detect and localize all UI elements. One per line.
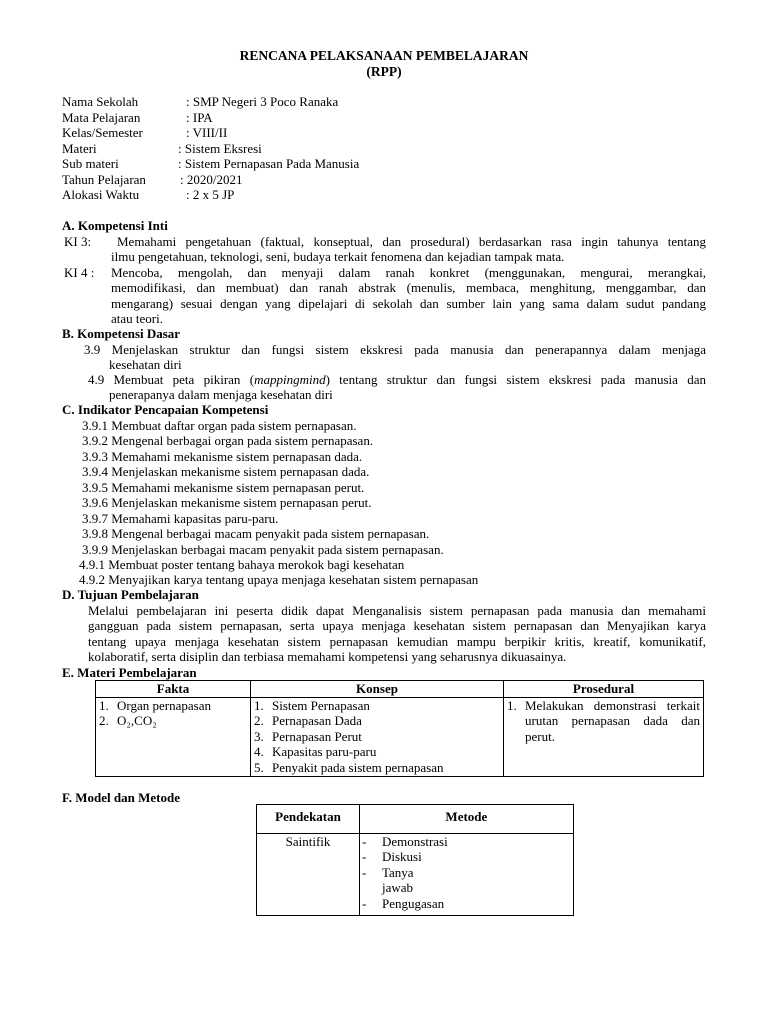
item-text: Diskusi bbox=[382, 849, 422, 865]
identity-label: Sub materi bbox=[62, 156, 119, 171]
identity-value: : VIII/II bbox=[186, 125, 228, 140]
header-fakta: Fakta bbox=[96, 681, 251, 698]
header-metode: Metode bbox=[360, 805, 574, 834]
indicator-item: 3.9.2 Mengenal berbagai organ pada sistem pernapasan. bbox=[82, 433, 374, 448]
objective-text: tentang upaya menjaga kesehatan sistem pernapasan kemudian mampu berpikir kritis, kreatif, komunikatif, bbox=[88, 634, 706, 649]
section-f-heading: F. Model dan Metode bbox=[62, 790, 180, 805]
list-item bbox=[254, 698, 500, 714]
indicator-item: 3.9.6 Menjelaskan mekanisme sistem pernapasan perut. bbox=[82, 495, 372, 510]
objective-text: Melalui pembelajaran ini peserta didik dapat Menganalisis sistem pernapasan pada manusia dan memahami bbox=[88, 603, 706, 618]
identity-value: : 2020/2021 bbox=[180, 172, 243, 187]
item-number: 5. bbox=[254, 759, 264, 775]
item-dash: - bbox=[362, 895, 367, 911]
item-text: Demonstrasi bbox=[382, 833, 448, 849]
prosedural-cell bbox=[504, 697, 704, 776]
kd-3-9: 3.9 Menjelaskan struktur dan fungsi sistem ekskresi pada manusia dan penerapannya dalam menjaga bbox=[84, 342, 706, 357]
document-title: RENCANA PELAKSANAAN PEMBELAJARAN bbox=[239, 48, 529, 63]
item-text: Pernapasan Dada bbox=[272, 713, 362, 729]
ki3-text: ilmu pengetahuan, teknologi, seni, budaya terkait fenomena dan kejadian tampak mata. bbox=[111, 249, 565, 264]
list-item bbox=[99, 713, 247, 729]
list-item bbox=[254, 760, 500, 776]
list-item bbox=[99, 698, 247, 714]
identity-value: : Sistem Pernapasan Pada Manusia bbox=[178, 156, 360, 171]
indicator-item: 4.9.2 Menyajikan karya tentang upaya menjaga kesehatan sistem pernapasan bbox=[79, 572, 479, 587]
list-item bbox=[254, 713, 500, 729]
item-number: 3. bbox=[254, 728, 264, 744]
objective-text: kolaboratif, serta disiplin dan terbiasa memahami kompetensi yang seharusnya dikuasainya. bbox=[88, 649, 567, 664]
fakta-cell bbox=[96, 697, 251, 776]
identity-label: Materi bbox=[62, 141, 97, 156]
ki4-label: KI 4 : bbox=[64, 265, 95, 280]
kd-4-9: penerapanya dalam menjaga kesehatan diri bbox=[109, 387, 333, 402]
item-text: Melakukan demonstrasi terkait urutan pernapasan dada dan perut. bbox=[525, 697, 700, 744]
indicator-item: 4.9.1 Membuat poster tentang bahaya merokok bagi kesehatan bbox=[79, 557, 405, 572]
metode-list bbox=[235, 834, 448, 912]
list-item bbox=[254, 744, 500, 760]
indicator-item: 3.9.7 Memahami kapasitas paru-paru. bbox=[82, 511, 279, 526]
item-text: Penyakit pada sistem pernapasan bbox=[272, 759, 444, 775]
kd-4-9-italic: mappingmind bbox=[254, 372, 326, 387]
ki3-label: KI 3: bbox=[64, 234, 92, 249]
table-row bbox=[257, 833, 574, 915]
pendekatan-cell: Saintifik bbox=[257, 833, 360, 915]
identity-value: : 2 x 5 JP bbox=[186, 187, 235, 202]
item-dash: - bbox=[362, 849, 367, 865]
header-pendekatan: Pendekatan bbox=[257, 805, 360, 834]
objective-text: gangguan pada sistem pernapasan, serta upaya menjaga kesehatan sistem pernapasan dan Menyajikan karya bbox=[88, 618, 706, 633]
materi-table bbox=[95, 680, 704, 777]
kd-4-9-text: ) tentang struktur dan fungsi sistem ekskresi pada manusia dan bbox=[325, 372, 706, 387]
kd-3-9: kesehatan diri bbox=[109, 357, 182, 372]
section-a-heading: A. Kompetensi Inti bbox=[62, 218, 168, 233]
list-item bbox=[235, 834, 448, 850]
model-method-table bbox=[256, 804, 574, 916]
list-item bbox=[235, 865, 448, 896]
list-item bbox=[254, 729, 500, 745]
table-header-row bbox=[257, 805, 574, 834]
list-item bbox=[235, 849, 448, 865]
list-item bbox=[235, 896, 448, 912]
metode-cell bbox=[360, 833, 574, 915]
list-item bbox=[507, 698, 700, 745]
header-konsep: Konsep bbox=[251, 681, 504, 698]
indicator-item: 3.9.3 Memahami mekanisme sistem pernapasan dada. bbox=[82, 449, 363, 464]
section-d-heading: D. Tujuan Pembelajaran bbox=[62, 587, 199, 602]
item-dash: - bbox=[362, 864, 367, 880]
konsep-cell bbox=[251, 697, 504, 776]
item-number: 1. bbox=[507, 697, 517, 713]
table-header-row bbox=[96, 681, 704, 698]
indicator-item: 3.9.4 Menjelaskan mekanisme sistem pernapasan dada. bbox=[82, 464, 370, 479]
indicator-item: 3.9.5 Memahami mekanisme sistem pernapasan perut. bbox=[82, 480, 365, 495]
ki4-text: atau teori. bbox=[111, 311, 163, 326]
indicator-item: 3.9.1 Membuat daftar organ pada sistem pernapasan. bbox=[82, 418, 357, 433]
table-row bbox=[96, 697, 704, 776]
item-number: 2. bbox=[254, 713, 264, 729]
item-number: 2. bbox=[99, 713, 109, 729]
identity-label: Mata Pelajaran bbox=[62, 110, 141, 125]
kd-4-9-text: 4.9 Membuat peta pikiran ( bbox=[88, 372, 255, 387]
document-subtitle: (RPP) bbox=[366, 64, 402, 79]
identity-value: : IPA bbox=[186, 110, 213, 125]
item-text: Pengugasan bbox=[382, 895, 445, 911]
identity-label: Alokasi Waktu bbox=[62, 187, 140, 202]
item-number: 4. bbox=[254, 744, 264, 760]
ki3-text: Memahami pengetahuan (faktual, konseptual, dan prosedural) berdasarkan rasa ingin tahunya tentang bbox=[117, 234, 706, 249]
identity-value: : Sistem Eksresi bbox=[178, 141, 262, 156]
item-text: Organ pernapasan bbox=[117, 697, 211, 713]
item-text: O₂,CO₂ bbox=[117, 713, 157, 729]
ki4-text: mengarang) sesuai dengan yang dipelajari di sekolah dan sumber lain yang sama dalam sudut pandang bbox=[111, 296, 706, 311]
ki4-text: memodifikasi, dan membuat) dan ranah abstrak (menulis, membaca, menghitung, menggambar, dan bbox=[111, 280, 706, 295]
indicator-item: 3.9.8 Mengenal berbagai macam penyakit pada sistem pernapasan. bbox=[82, 526, 430, 541]
identity-label: Kelas/Semester bbox=[62, 125, 143, 140]
item-number: 1. bbox=[99, 697, 109, 713]
identity-label: Tahun Pelajaran bbox=[62, 172, 146, 187]
item-dash: - bbox=[362, 833, 367, 849]
identity-label: Nama Sekolah bbox=[62, 94, 139, 109]
header-prosedural: Prosedural bbox=[504, 681, 704, 698]
indicator-item: 3.9.9 Menjelaskan berbagai macam penyakit pada sistem pernapasan. bbox=[82, 542, 444, 557]
section-e-heading: E. Materi Pembelajaran bbox=[62, 665, 197, 680]
item-text: Pernapasan Perut bbox=[272, 728, 362, 744]
item-text: Kapasitas paru-paru bbox=[272, 744, 377, 760]
item-text: Tanya jawab bbox=[382, 864, 414, 896]
section-b-heading: B. Kompetensi Dasar bbox=[62, 326, 181, 341]
kd-4-9 bbox=[88, 372, 706, 388]
section-c-heading: C. Indikator Pencapaian Kompetensi bbox=[62, 402, 269, 417]
ki4-text: Mencoba, mengolah, dan menyaji dalam ranah konkret (menggunakan, mengurai, merangkai, bbox=[111, 265, 706, 280]
item-text: Sistem Pernapasan bbox=[272, 697, 370, 713]
item-number: 1. bbox=[254, 697, 264, 713]
identity-value: : SMP Negeri 3 Poco Ranaka bbox=[186, 94, 339, 109]
